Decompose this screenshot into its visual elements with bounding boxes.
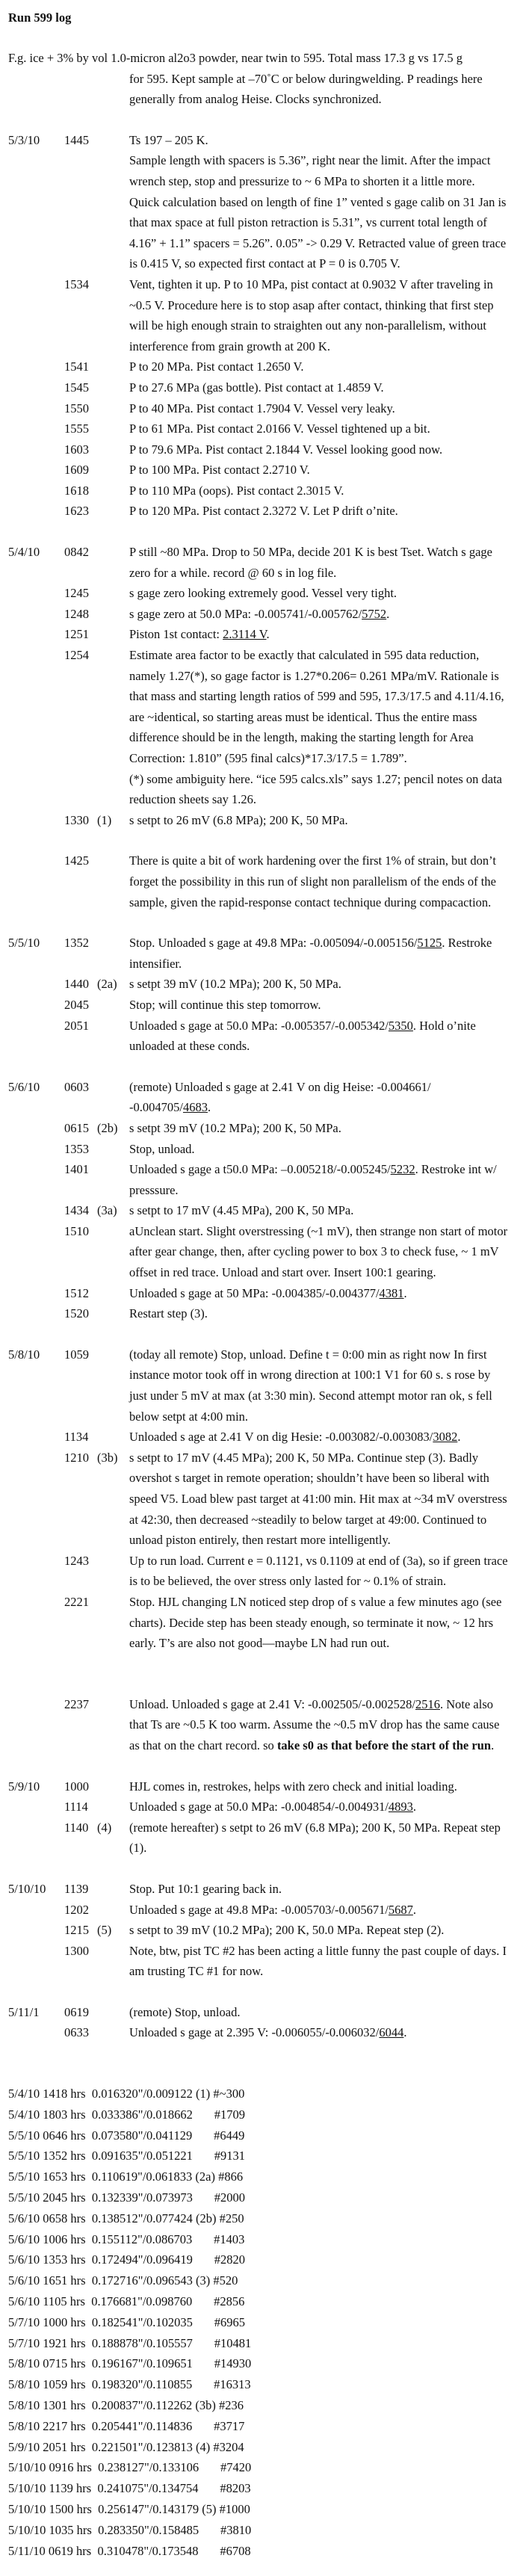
bold-note: take s0 as that before the start of the run <box>276 1738 492 1752</box>
log-entry <box>8 1221 523 1283</box>
entry-time: 1210 <box>64 1450 89 1465</box>
summary-row: 5/6/10 1353 hrs 0.172494"/0.096419 #2820 <box>8 2252 246 2267</box>
text-segment: Unloaded s gage at 2.395 V: -0.006055/-0.006032/ <box>129 2025 380 2040</box>
text-segment: Unloaded s gage a t50.0 MPa: –0.005218/-0.005245/ <box>129 1162 391 1177</box>
log-entry <box>8 1139 523 1160</box>
summary-row: 5/5/10 2045 hrs 0.132339"/0.073973 #2000 <box>8 2190 246 2205</box>
text-segment: Sample length with spacers is 5.36”, right near the limit. After the impact wrench step, stop and pressurize to ~ 6 MPa to shorten it a little more. <box>129 153 491 188</box>
entry-time: 0842 <box>64 545 89 560</box>
text-segment: P to 120 MPa. Pist contact 2.3272 V. Let P drift o’nite. <box>129 504 398 519</box>
entry-text <box>129 604 510 625</box>
entry-time: 1251 <box>64 627 89 642</box>
entry-time: 1134 <box>64 1430 89 1445</box>
entry-date: 5/4/10 <box>8 545 40 560</box>
summary-row: 5/9/10 2051 hrs 0.221501"/0.123813 (4) #3204 <box>8 2439 244 2454</box>
underlined-value: 6044 <box>379 2025 404 2040</box>
summary-row: 5/10/10 1500 hrs 0.256147"/0.143179 (5) #1000 <box>8 2502 250 2516</box>
entry-time: 0615 <box>64 1120 89 1135</box>
intro-first-line: F.g. ice + 3% by vol 1.0-micron al2o3 powder, near twin to 595. Total mass 17.3 g vs 17.5 g <box>8 51 463 65</box>
entry-date: 5/9/10 <box>8 1779 40 1794</box>
text-segment: . Restroke int w/ presssure. <box>129 1162 497 1197</box>
entry-text <box>129 1817 510 1859</box>
entry-text <box>129 1427 510 1448</box>
entry-text <box>129 1551 510 1592</box>
text-segment: s setpt 39 mV (10.2 MPa); 200 K, 50 MPa. <box>129 977 341 992</box>
entry-text <box>129 1694 510 1756</box>
entry-text <box>129 356 510 377</box>
entry-text <box>129 1118 510 1139</box>
entry-time: 1000 <box>64 1779 89 1794</box>
underlined-value: 2.3114 V <box>223 627 267 642</box>
entry-text <box>129 1221 510 1283</box>
text-segment: . Hold o’nite unloaded at these conds. <box>129 1018 476 1054</box>
text-segment: Up to run load. Current e = 0.1121, vs 0.1109 at end of (3a), so if green trace is to be believed, the over stress only lasted for ~ 0.1% of strain. <box>129 1553 508 1589</box>
entry-time: 1609 <box>64 463 89 478</box>
entry-time: 1623 <box>64 504 89 519</box>
log-entry <box>8 624 523 645</box>
entry-text <box>129 130 510 274</box>
entry-time: 1059 <box>64 1347 89 1362</box>
log-entry <box>8 974 523 995</box>
summary-row: 5/8/10 0715 hrs 0.196167"/0.109651 #14930 <box>8 2356 252 2371</box>
page-title: Run 599 log <box>8 10 72 25</box>
log-entry <box>8 2022 523 2043</box>
entry-time: 1440 <box>64 977 89 992</box>
entry-time: 1401 <box>64 1162 89 1177</box>
entry-text <box>129 1448 510 1551</box>
entry-time: 2221 <box>64 1594 89 1609</box>
text-segment: Unload. Unloaded s gage at 2.41 V: -0.002505/-0.002528/ <box>129 1696 415 1711</box>
text-segment: There is quite a bit of work hardening over the first 1% of strain, but don’t forget the possibility in this run of slight non parallelism of the ends of the sample, given the rapid-response contact technique during compacaction. <box>129 853 496 909</box>
entry-text <box>129 933 510 974</box>
entry-time: 1202 <box>64 1902 89 1917</box>
log-day <box>8 1776 523 1859</box>
text-segment: . <box>403 1285 407 1300</box>
text-segment: s setpt to 26 mV (6.8 MPa); 200 K, 50 MPa. <box>129 812 348 827</box>
entry-text <box>129 274 510 356</box>
summary-row: 5/6/10 1105 hrs 0.176681"/0.098760 #2856 <box>8 2294 245 2309</box>
text-segment: Note, btw, pist TC #2 has been acting a little funny the past couple of days. I am trusting TC #1 for now. <box>129 1943 507 1979</box>
summary-row: 5/7/10 1921 hrs 0.188878"/0.105557 #10481 <box>8 2335 252 2350</box>
underlined-value: 5350 <box>388 1018 413 1033</box>
underlined-value: 5125 <box>417 936 442 951</box>
log-entry <box>8 1159 523 1200</box>
entry-time: 1254 <box>64 648 89 663</box>
entry-date: 5/5/10 <box>8 936 40 951</box>
underlined-value: 5687 <box>388 1902 413 1917</box>
entry-time: 1434 <box>64 1203 89 1218</box>
summary-row: 5/6/10 0658 hrs 0.138512"/0.077424 (2b) #250 <box>8 2211 244 2226</box>
text-segment: s gage zero at 50.0 MPa: -0.005741/-0.005762/ <box>129 606 362 621</box>
text-segment: Stop. Unloaded s gage at 49.8 MPa: -0.005094/-0.005156/ <box>129 936 418 951</box>
entry-text <box>129 1283 510 1304</box>
entry-text <box>129 810 510 831</box>
log-entry <box>8 1283 523 1304</box>
entry-date: 5/10/10 <box>8 1881 46 1896</box>
log-entry <box>8 1303 523 1324</box>
entry-text <box>129 624 510 645</box>
text-segment: P to 79.6 MPa. Pist contact 2.1844 V. Vessel looking good now. <box>129 442 443 457</box>
log-entry <box>8 1817 523 1859</box>
text-segment: Unloaded s gage at 50.0 MPa: -0.005357/-0.005342/ <box>129 1018 389 1033</box>
log-entry <box>8 933 523 974</box>
entry-text <box>129 583 510 604</box>
entry-text <box>129 1592 510 1654</box>
entry-step-label: (3a) <box>97 1203 117 1218</box>
summary-row: 5/7/10 1000 hrs 0.182541"/0.102035 #6965 <box>8 2314 246 2329</box>
entry-text <box>129 2002 510 2023</box>
underlined-value: 5752 <box>362 606 387 621</box>
entry-text <box>129 481 510 501</box>
log-day <box>8 1879 523 1982</box>
underlined-value: 2516 <box>415 1696 440 1711</box>
entry-text <box>129 1797 510 1817</box>
summary-row: 5/5/10 1352 hrs 0.091635"/0.051221 #9131 <box>8 2149 246 2163</box>
entry-date: 5/6/10 <box>8 1079 40 1094</box>
log-days <box>8 130 523 2043</box>
entry-text <box>129 1016 510 1057</box>
summary-row: 5/6/10 1006 hrs 0.155112"/0.086703 #1403 <box>8 2231 245 2246</box>
log-day <box>8 130 523 522</box>
log-entry <box>8 645 523 810</box>
text-segment: aUnclean start. Slight overstressing (~1 mV), then strange non start of motor after gear change, then, after cycling power to box 3 to check fuse, ~ 1 mV offset in red trace. Unload and start over. Insert 100:1 gearing. <box>129 1223 508 1280</box>
entry-time: 1603 <box>64 442 89 457</box>
text-segment: . <box>457 1430 461 1445</box>
text-segment: Stop, unload. <box>129 1141 195 1156</box>
summary-row: 5/11/10 0619 hrs 0.310478"/0.173548 #6708 <box>8 2543 251 2558</box>
entry-text <box>129 850 510 912</box>
entry-text <box>129 1900 510 1921</box>
text-segment: s setpt to 17 mV (4.45 MPa); 200 K, 50 MPa. Continue step (3). Badly overshot s target in remote operation; shouldn’t have been so liberal with speed V5. Load blew past target at 41:00 min. Hit max at ~34 mV overstress at 42:30, then decreased ~steadily to below target at 49:00. Continued to unload piston entirely, then restart more intelligently. <box>129 1450 507 1548</box>
entry-text <box>129 1941 510 1982</box>
log-entry <box>8 1920 523 1941</box>
entry-date: 5/3/10 <box>8 132 40 147</box>
text-segment: s setpt to 39 mV (10.2 MPa); 200 K, 50.0 MPa. Repeat step (2). <box>129 1923 445 1938</box>
text-segment: . <box>386 606 390 621</box>
entry-step-label: (1) <box>97 812 112 827</box>
text-segment: Unloaded s age at 2.41 V on dig Hesie: -0.003082/-0.003083/ <box>129 1430 433 1445</box>
text-segment: . <box>491 1738 495 1752</box>
log-entry <box>8 1448 523 1551</box>
text-segment: Quick calculation based on length of fine 1” vented s gage calib on 31 Jan is that max space at full piston retraction is 5.31”, vs current total length of 4.16” + 1.1” spacers = 5.26”. 0.05” -> 0.29 V. Retracted value of green trace is 0.415 V, so expected first contact at P = 0 is 0.705 V. <box>129 194 507 271</box>
log-entry <box>8 439 523 460</box>
underlined-value: 4683 <box>182 1100 208 1115</box>
entry-step-label: (2b) <box>97 1120 118 1135</box>
displacement-summary <box>8 2084 523 2561</box>
text-segment: . Restroke intensifier. <box>129 936 492 971</box>
underlined-value: 3082 <box>433 1430 458 1445</box>
text-segment: P to 110 MPa (oops). Pist contact 2.3015 V. <box>129 483 344 498</box>
entry-time: 1245 <box>64 586 89 601</box>
log-entry <box>8 604 523 625</box>
log-entry <box>8 850 523 912</box>
text-segment: P to 27.6 MPa (gas bottle). Pist contact at 1.4859 V. <box>129 380 384 395</box>
log-entry <box>8 501 523 522</box>
entry-time: 1248 <box>64 606 89 621</box>
entry-text <box>129 439 510 460</box>
text-segment: P to 61 MPa. Pist contact 2.0166 V. Vessel tightened up a bit. <box>129 421 430 436</box>
entry-time: 1520 <box>64 1306 89 1321</box>
entry-text <box>129 974 510 995</box>
log-entry <box>8 130 523 274</box>
entry-step-label: (5) <box>97 1923 112 1938</box>
entry-text <box>129 418 510 439</box>
entry-time: 1300 <box>64 1943 89 1958</box>
text-segment: Estimate area factor to be exactly that calculated in 595 data reduction, namely 1.27(*), so gage factor is 1.27*0.206= 0.261 MPa/mV. Rationale is that mass and starting length ratios of 599 and 595, 17.3/17.5 and 4.11/4.16, are ~identical, so starting areas must be identical. Thus the entire mass difference should be in the length, making the starting length for Area Correction: 1.810” (595 final calcs)*17.3/17.5 = 1.789”. <box>129 648 504 765</box>
entry-text <box>129 645 510 810</box>
log-entry <box>8 481 523 501</box>
log-entry <box>8 542 523 583</box>
log-entry <box>8 460 523 481</box>
log-entry <box>8 995 523 1016</box>
text-segment: Stop. Put 10:1 gearing back in. <box>129 1881 282 1896</box>
summary-row: 5/6/10 1651 hrs 0.172716"/0.096543 (3) #520 <box>8 2273 238 2288</box>
text-segment: . <box>412 1800 417 1814</box>
entry-time: 1352 <box>64 936 89 951</box>
entry-time: 0619 <box>64 2004 89 2019</box>
summary-row: 5/8/10 2217 hrs 0.205441"/0.114836 #3717 <box>8 2418 245 2433</box>
text-segment: Unloaded s gage at 50.0 MPa: -0.004854/-0.004931/ <box>129 1800 389 1814</box>
entry-text <box>129 1920 510 1941</box>
text-segment: P to 20 MPa. Pist contact 1.2650 V. <box>129 359 304 374</box>
log-entry <box>8 1879 523 1900</box>
text-segment: Stop; will continue this step tomorrow. <box>129 997 321 1012</box>
log-entry <box>8 1797 523 1817</box>
text-segment: (remote) Unloaded s gage at 2.41 V on dig Heise: -0.004661/ -0.004705/ <box>129 1079 431 1115</box>
entry-time: 1534 <box>64 277 89 291</box>
log-day <box>8 2002 523 2043</box>
underlined-value: 4381 <box>379 1285 404 1300</box>
entry-text <box>129 1159 510 1200</box>
text-segment: HJL comes in, restrokes, helps with zero check and initial loading. <box>129 1779 457 1794</box>
text-segment: . <box>207 1100 211 1115</box>
text-segment: Vent, tighten it up. P to 10 MPa, pist contact at 0.9032 V after traveling in ~0.5 V. Procedure here is to stop asap after contact, thinking that first step will be high enough strain to straighten out any non-parallelism, without interference from grain growth at 200 K. <box>129 277 494 353</box>
entry-date: 5/11/1 <box>8 2004 40 2019</box>
text-segment: s setpt to 17 mV (4.45 MPa), 200 K, 50 MPa. <box>129 1203 354 1218</box>
entry-time: 2051 <box>64 1018 89 1033</box>
text-segment: . <box>403 2025 407 2040</box>
entry-time: 1512 <box>64 1285 89 1300</box>
entry-time: 1545 <box>64 380 89 395</box>
text-segment: P still ~80 MPa. Drop to 50 MPa, decide 201 K is best Tset. Watch s gage zero for a while. record @ 60 s in log file. <box>129 545 492 580</box>
entry-text <box>129 501 510 522</box>
summary-row: 5/5/10 0646 hrs 0.073580"/0.041129 #6449 <box>8 2128 245 2143</box>
text-segment: P to 100 MPa. Pist contact 2.2710 V. <box>129 463 310 478</box>
log-entry <box>8 1077 523 1118</box>
text-segment: Stop. HJL changing LN noticed step drop of s value a few minutes ago (see charts). Decide step has been steady enough, so terminate it now, ~ 12 hrs early. T’s are also not good—maybe LN had run out. <box>129 1594 502 1651</box>
intro-paragraph <box>8 48 523 110</box>
text-segment: Ts 197 – 205 K. <box>129 132 208 147</box>
log-entry <box>8 418 523 439</box>
summary-row: 5/5/10 1653 hrs 0.110619"/0.061833 (2a) #866 <box>8 2169 244 2184</box>
summary-row: 5/10/10 0916 hrs 0.238127"/0.133106 #7420 <box>8 2460 252 2475</box>
entry-text <box>129 1344 510 1427</box>
entry-text <box>129 1077 510 1118</box>
text-segment: . <box>266 627 270 642</box>
entry-text <box>129 398 510 419</box>
log-entry <box>8 356 523 377</box>
log-day <box>8 1344 523 1756</box>
log-entry <box>8 398 523 419</box>
entry-step-label: (2a) <box>97 977 117 992</box>
text-segment: (remote) Stop, unload. <box>129 2004 241 2019</box>
underlined-value: 4893 <box>388 1800 413 1814</box>
entry-time: 0603 <box>64 1079 89 1094</box>
text-segment: Piston 1st contact: <box>129 627 223 642</box>
text-segment: (today all remote) Stop, unload. Define t = 0:00 min as right now In first instance motor took off in wrong direction at 100:1 V1 for 60 s. s rose by just under 5 mV at max (at 3:30 min). Second attempt motor ran ok, s fell below setpt at 4:00 min. <box>129 1347 492 1424</box>
entry-time: 1215 <box>64 1923 89 1938</box>
entry-time: 1139 <box>64 1881 89 1896</box>
text-segment: s setpt 39 mV (10.2 MPa); 200 K, 50 MPa. <box>129 1120 341 1135</box>
text-segment: s gage zero looking extremely good. Vessel very tight. <box>129 586 397 601</box>
entry-text <box>129 1303 510 1324</box>
log-entry <box>8 1118 523 1139</box>
entry-time: 2045 <box>64 997 89 1012</box>
entry-time: 1555 <box>64 421 89 436</box>
entry-step-label: (3b) <box>97 1450 118 1465</box>
log-entry <box>8 1200 523 1221</box>
entry-time: 1243 <box>64 1553 89 1568</box>
log-day <box>8 933 523 1057</box>
entry-time: 1425 <box>64 853 89 868</box>
log-entry <box>8 1694 523 1756</box>
log-entry <box>8 1016 523 1057</box>
entry-time: 1445 <box>64 132 89 147</box>
entry-time: 1140 <box>64 1820 89 1835</box>
entry-time: 0633 <box>64 2025 89 2040</box>
entry-text <box>129 460 510 481</box>
log-entry <box>8 583 523 604</box>
log-entry <box>8 1941 523 1982</box>
text-segment: (*) some ambiguity here. “ice 595 calcs.xls” says 1.27; pencil notes on data reduction sheets say 1.26. <box>129 771 502 807</box>
entry-text <box>129 1776 510 1797</box>
entry-time: 1550 <box>64 401 89 416</box>
summary-row: 5/8/10 1059 hrs 0.198320"/0.110855 #16313 <box>8 2377 251 2392</box>
entry-time: 1330 <box>64 812 89 827</box>
entry-text <box>129 995 510 1016</box>
log-entry <box>8 2002 523 2023</box>
summary-row: 5/4/10 1803 hrs 0.033386"/0.018662 #1709 <box>8 2107 246 2122</box>
entry-time: 1353 <box>64 1141 89 1156</box>
text-segment: (remote hereafter) s setpt to 26 mV (6.8 MPa); 200 K, 50 MPa. Repeat step (1). <box>129 1820 501 1856</box>
log-day <box>8 542 523 912</box>
text-segment: . <box>412 1902 417 1917</box>
entry-time: 1114 <box>64 1800 88 1814</box>
summary-row: 5/10/10 1035 hrs 0.283350"/0.158485 #3810 <box>8 2522 252 2537</box>
log-entry <box>8 377 523 398</box>
log-entry <box>8 1427 523 1448</box>
entry-text <box>129 1139 510 1160</box>
entry-time: 1618 <box>64 483 89 498</box>
log-day <box>8 1077 523 1324</box>
log-entry <box>8 274 523 356</box>
underlined-value: 5232 <box>390 1162 415 1177</box>
summary-row: 5/4/10 1418 hrs 0.016320"/0.009122 (1) #~300 <box>8 2087 245 2101</box>
log-entry <box>8 1776 523 1797</box>
entry-time: 1510 <box>64 1223 89 1238</box>
text-segment: Restart step (3). <box>129 1306 208 1321</box>
entry-date: 5/8/10 <box>8 1347 40 1362</box>
log-entry <box>8 810 523 831</box>
entry-step-label: (4) <box>97 1820 112 1835</box>
log-entry <box>8 1344 523 1427</box>
entry-text <box>129 2022 510 2043</box>
text-segment: Unloaded s gage at 50 MPa: -0.004385/-0.004377/ <box>129 1285 380 1300</box>
log-entry <box>8 1592 523 1654</box>
text-segment: Unloaded s gage at 49.8 MPa: -0.005703/-0.005671/ <box>129 1902 389 1917</box>
entry-text <box>129 377 510 398</box>
entry-text <box>129 1200 510 1221</box>
entry-time: 1541 <box>64 359 89 374</box>
text-segment: P to 40 MPa. Pist contact 1.7904 V. Vessel very leaky. <box>129 401 395 416</box>
entry-text <box>129 1879 510 1900</box>
summary-row: 5/8/10 1301 hrs 0.200837"/0.112262 (3b) #236 <box>8 2398 244 2413</box>
summary-row: 5/10/10 1139 hrs 0.241075"/0.134754 #8203 <box>8 2481 251 2496</box>
entry-time: 2237 <box>64 1696 89 1711</box>
text-segment: . Note also that Ts are ~0.5 K too warm. Assume the ~0.5 mV drop has the same cause as that on the chart record. so <box>129 1696 500 1752</box>
log-entry <box>8 1551 523 1592</box>
intro-continuation: for 595. Kept sample at –70˚C or below duringwelding. P readings here generally from analog Heise. Clocks synchronized. <box>129 71 483 107</box>
entry-text <box>129 542 510 583</box>
log-entry <box>8 1900 523 1921</box>
